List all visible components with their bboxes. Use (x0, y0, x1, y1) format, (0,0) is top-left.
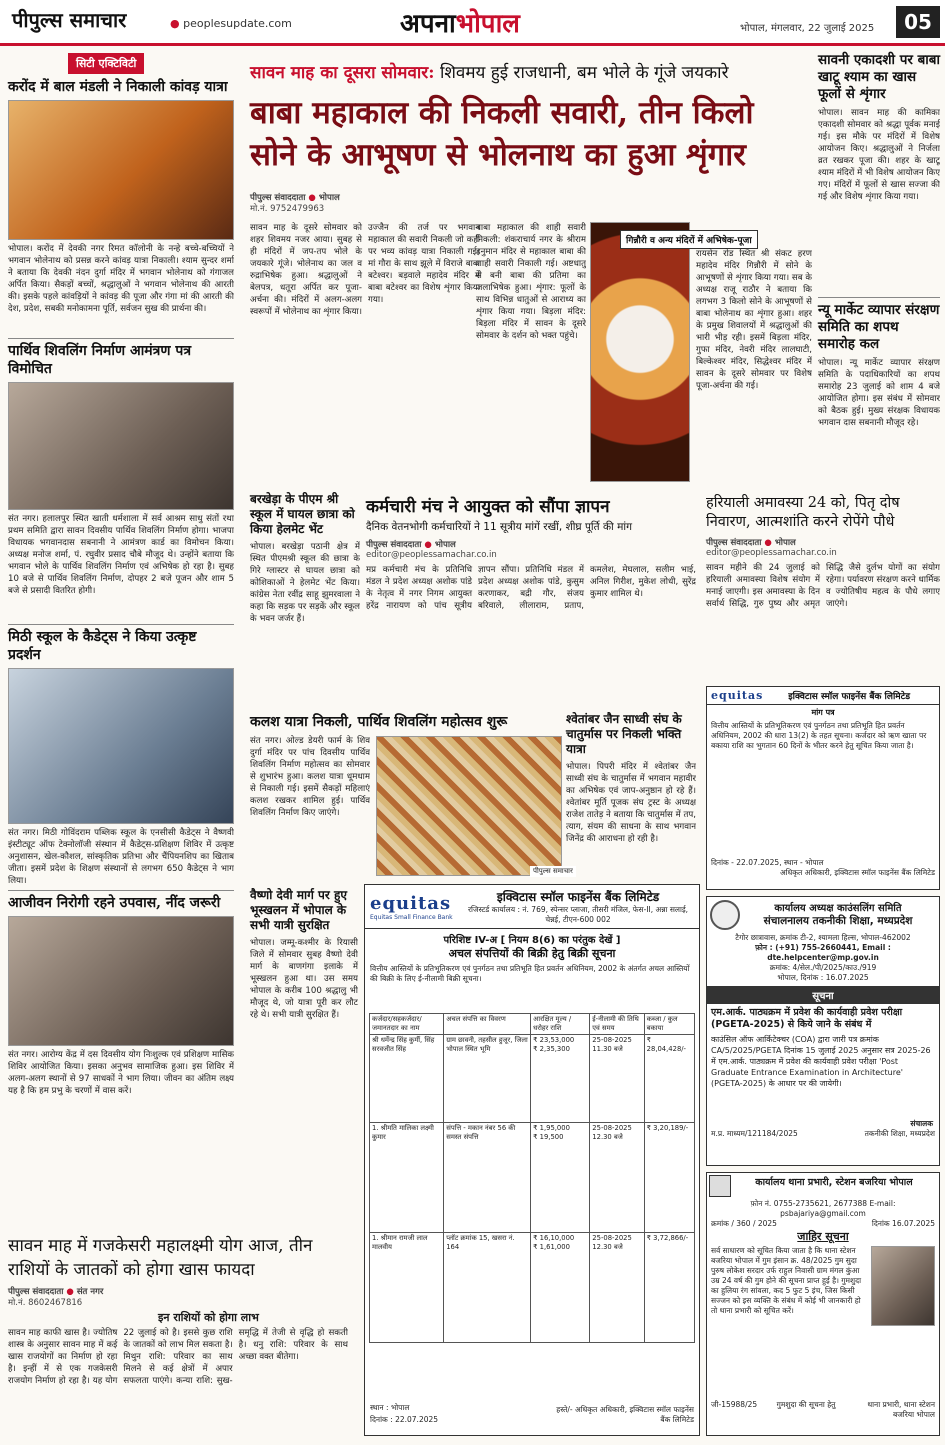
story-body: भोपाल। सावन माह की कामिका एकादशी सोमवार को श्रद्धा पूर्वक मनाई गई। इस मौके पर मंदिरों में विशेष आयोजन किए। श्रद्धालुओं ने निर्जला व्रत रखकर पूजा की। शहर के खाटू श्याम मंदिरों में भी विशेष आयोजन किए गए। मंदिरों में फूलों से खास सज्जा की गई और विशेष शृंगार किया गया। (818, 108, 940, 202)
ad-sign: अधिकृत अधिकारी, इक्विटास स्मॉल फाइनेंस बैंक लिमिटेड (779, 868, 935, 877)
ad-section: परिशिष्ट IV-अ [ नियम 8(6) का परंतुक देखें ] (443, 935, 621, 946)
email[interactable]: editor@peoplessamachar.co.in (366, 550, 497, 560)
byline: पीपुल्स संवाददाता ● भोपाल (706, 538, 796, 548)
story-body: भोपाल। न्यू मार्केट व्यापार संरक्षण समिति के पदाधिकारियों का शपथ समारोह 23 जुलाई को शाम 4 बजे आयोजित होगा। इस संबंध में सोमवार को बैठक हुई। मुख्य संरक्षक विधायक भगवान दास सबनानी मौजूद रहे। (818, 358, 940, 428)
story-body-column: रायसेन रोड स्थित श्री संकट हरण महादेव मंदिर गिन्नौरी में सोने के आभूषणों से शृंगार किया गया। सब के अध्यक्ष राजू राठौर ने बताया कि लगभग 3 किलो सोने के आभूषणों से बाबा भोलेनाथ का शृंगार हुआ। शहर के प्रमुख शिवालयों में श्रद्धालुओं की भारी भीड़ रही। इसमें बिड़ला मंदिर, गुफा मंदिर, नेवरी मंदिर लालघाटी, बिल्केश्वर मंदिर, सिद्धेश्वर मंदिर में सावन के दूसरे सोमवार पर विशेष पूजा-अर्चना की गई। (696, 249, 812, 391)
story-headline: सावनी एकादशी पर बाबा खाटू श्याम का खास फूलों से शृंगार (818, 52, 940, 102)
equitas-logo: equitas (711, 689, 764, 702)
right-column (818, 52, 940, 477)
story-headline: कलश यात्रा निकली, पार्थिव शिवलिंग महोत्सव शुरू (250, 714, 508, 730)
ad-notice-title: सूचना (707, 986, 939, 1004)
mobile-number: मो.नं. 9752479963 (250, 204, 325, 214)
ad-heading: एम.आर्क. पाठ्यक्रम में प्रवेश की कार्यवाही प्रवेश परीक्षा (PGETA-2025) से किये जाने के संबंध में (711, 1007, 903, 1030)
byline: पीपुल्स संवाददाता ● भोपाल (250, 193, 340, 203)
equitas-tagline: Equitas Small Finance Bank (370, 913, 453, 921)
ad-title: इक्विटास स्मॉल फाइनेंस बैंक लिमिटेड (496, 890, 660, 904)
table-row: 1. श्रीमति मालिका लक्ष्मी कुमार संपत्ति - मकान नंबर 56 की समस्त संपत्ति ₹ 1,95,000 ₹ 19,500 25-08-2025 12.30 बजे ₹ 3,20,189/- (370, 1123, 695, 1233)
equitas-logo: equitas (370, 892, 452, 914)
hariyali-story (706, 494, 940, 648)
story-body: सावन माह के दूसरे सोमवार को शहर शिवमय नजर आया। सुबह से ही मंदिरों में जप-तप भोले के जयकारे गूंजे। भोलेनाथ का जल व रुद्राभिषेक हुआ। श्रद्धालुओं ने बेलपत्र, धतूरा अर्पित कर पूजा-अर्चना की। मंदिरों में अलग-अलग स्वरूपों में भोलेनाथ का शृंगार किया। उज्जैन की तर्ज पर भगवान महाकाल की सवारी निकली जो कहीं पर भव्य कांवड़ यात्रा निकाली गई। मां गौरा के साथ झूले में विराजे बाबा बटेश्वर। बड़वाले महादेव मंदिर में बाबा बटेश्वर का विशेष शृंगार किया गया। (250, 223, 480, 317)
story-body: सावन माह काफी खास है। ज्योतिष शास्त्र के अनुसार सावन माह में कई खास राजयोगों का निर्माण हो रहा है। इन्हीं में से एक गजकेसरी राजयोग निर्माण हो रहा है। यह योग 22 जुलाई को है। इससे कुछ राशि के जातकों को लाभ मिल सकता है। मिथुन राशि: परिवार का साथ मिलने से कई क्षेत्रों में अपार सफलता पाएंगे। कन्या राशि: सुख-समृद्धि में तेजी से वृद्धि हो सकती है। धनु राशि: परिवार के साथ अच्छा वक्त बीतेगा। (8, 1328, 348, 1386)
ad-body: काउंसिल ऑफ आर्किटेक्चर (COA) द्वारा जारी पत्र क्रमांक CA/5/2025/PGETA दिनांक 15 जुलाई 2025 अनुसार सत्र 2025-26 में एम.आर्क. पाठ्यक्रम में प्रवेश की कार्यवाही प्रवेश परीक्षा 'Post Graduate Entrance Examination in Architecture' (PGETA-2025) के आधार पर की जायेगी। (711, 1035, 931, 1088)
table-header: अचल संपत्ति का विवरण (444, 1014, 531, 1035)
ad-intro: वित्तीय आस्तियों के प्रतिभूतिकरण एवं पुनर्गठन तथा प्रतिभूति हित प्रवर्तन अधिनियम, 2002 के अंतर्गत अचल आस्तियों की बिक्री के लिए ई-नीलामी बिक्री सूचना। (370, 964, 690, 983)
story-body: भोपाल। जम्मू-कश्मीर के रियासी जिले में सोमवार सुबह वैष्णो देवी मार्ग के बाणगंगा इलाके में भूस्खलन हुआ था। उस समय भोपाल के करीब 100 श्रद्धालु भी मौजूद थे, जो यात्रा पूरी कर लौट रहे थे। सभी यात्री सुरक्षित हैं। (250, 938, 358, 1020)
photo-kanwad-yatra (8, 100, 234, 240)
story-headline: सावन माह में गजकेसरी महालक्ष्मी योग आज, तीन राशियों के जातकों को होगा खास फायदा (8, 1236, 313, 1280)
story-headline: पार्थिव शिवलिंग निर्माण आमंत्रण पत्र विमोचित (8, 343, 192, 377)
ad-footer-dept: तकनीकी शिक्षा, मध्यप्रदेश (864, 1129, 935, 1138)
ad-sign: हस्ते/- अधिकृत अधिकारी, इक्विटास स्मॉल फाइनेंस बैंक लिमिटेड (556, 1405, 694, 1424)
story-headline: न्यू मार्केट व्यापार संरक्षण समिति का शपथ समारोह कल (818, 302, 940, 352)
ad-sign: संचालक (910, 1119, 933, 1128)
section-title: अपनाभोपाल (400, 9, 520, 39)
section-tag: सिटी एक्टिविटी (68, 53, 144, 74)
helmet-story (250, 492, 360, 691)
brand-logo: पीपुल्स समाचार (12, 8, 127, 32)
photo-bhole-nath-shringar (590, 222, 690, 482)
ad-address: रजिस्टर्ड कार्यालय : नं. 769, स्पेन्सर प्लाजा, तीसरी मंजिल, फेस-II, अन्ना सलाई, चेन्नई, टीएन-600 002 (467, 905, 689, 924)
subheading: इन राशियों को होगा लाभ (158, 1311, 259, 1324)
ad-notice-title: जाहिर सूचना (797, 1230, 849, 1243)
dateline: भोपाल, मंगलवार, 22 जुलाई 2025 (740, 23, 875, 34)
masthead (0, 0, 945, 46)
story-body: मप्र कर्मचारी मंच के प्रतिनिधि मंडल ने प्रदेश अध्यक्ष अशोक पांडे के नेतृत्व में नगर निगम आयुक्त हरेंद्र नारायण को पांच सूत्रीय ज्ञापन सौंपा। प्रतिनिधि मंडल में प्रदेश अध्यक्ष अशोक पांडे, कुसुम करणाकर, बद्री गौर, संजय बरिवाले, लीलाराम, प्रताप, कमलेश, मेघलाल, सलीम भाई, अनिल गिरीश, मुकेश लोधी, सुरेंद्र कुमार शामिल थे। (366, 565, 696, 611)
ad-address: टैगोर छात्रावास, क्रमांक टी-2, श्यामला हिल्स, भोपाल-462002 (735, 933, 911, 942)
ad-ref: क्रमांक: 4/सेल./पी/2025/काउ./919 (769, 963, 877, 972)
table-header: ई-नीलामी की तिथि एवं समय (590, 1014, 644, 1035)
left-column (8, 52, 234, 1109)
table-header: आरक्षित मूल्य / धरोहर राशि (531, 1014, 590, 1035)
photo-kalash-yatra (376, 736, 562, 876)
counseling-notice (706, 896, 940, 1166)
table-header: कब्जा / कुल बकाया (644, 1014, 694, 1035)
ad-place: स्थान : भोपाल (370, 1403, 410, 1412)
astrology-story (8, 1234, 348, 1445)
story-headline: हरियाली अमावस्या 24 को, पितृ दोष निवारण, आत्मशांति करने रोपेंगे पौधे (706, 495, 900, 530)
story-body-column: बाबा महाकाल की शाही सवारी निकली: शंकराचार्य नगर के श्रीराम हनुमान मंदिर से महाकाल बाबा की शाही सवारी निकाली गई। अष्टधातु से बनी बाबा की प्रतिमा का जलाभिषेक हुआ। शृंगार: फूलों के साथ विभिन्न धातुओं से आराध्य का शृंगार किया गया। बिड़ला मंदिर: बिड़ला मंदिर में सावन के दूसरे सोमवार के दर्शन को भक्त पहुंचे। (476, 223, 586, 341)
ad-body: वित्तीय आस्तियों के प्रतिभूतिकरण एवं पुनर्गठन तथा प्रतिभूति हित प्रवर्तन अधिनियम, 2002 की धारा 13(2) के तहत सूचना। कर्जदार को ऋण खाता पर बकाया राशि का भुगतान 60 दिनों के भीतर करने हेतु सूचित किया जाता है। (711, 721, 927, 750)
ad-date: दिनांक 16.07.2025 (871, 1219, 935, 1228)
story-headline: कर्मचारी मंच ने आयुक्त को सौंपा ज्ञापन (366, 497, 610, 517)
photo-ncc-cadets (8, 668, 234, 824)
ad-org: कार्यालय अध्यक्ष काउंसलिंग समिति (774, 903, 902, 914)
ad-footer-ref: जी-15988/25 (711, 1400, 758, 1409)
story-body: संत नगर। हलालपुर स्थित खाती धर्मशाला में सर्व आश्रम साधु संतों रथा प्रथम समिति द्वारा सावन दिवसीय पार्थिव शिवलिंग निर्माण होगा। भाजपा विधायक भगवानदास सबनानी ने आमंत्रण कार्ड का विमोचन किया। अध्यक्ष मनोज शर्मा, पं. रघुवीर प्रसाद चौबे मौजूद थे। उन्होंने बताया कि भगवान भोले के पार्थिव शिवलिंग निर्माण एवं अभिषेक हो रहा है। सुबह 10 बजे से पार्थिव शिवलिंग निर्माण, दोपहर 2 बजे पूजन और शाम 5 बजे से प्रसादी वितरित होगी। (8, 514, 234, 596)
ad-subtitle: मांग पत्र (811, 708, 835, 717)
ad-date: दिनांक - 22.07.2025, स्थान - भोपाल (711, 858, 824, 867)
police-emblem-icon (709, 1175, 731, 1197)
ad-title: इक्विटास स्मॉल फाइनेंस बैंक लिमिटेड (788, 692, 911, 702)
table-row: 1. श्रीमान रामजी लाल मालवीय प्लॉट क्रमांक 15, खसरा नं. 164 ₹ 16,10,000 ₹ 1,61,000 25-08-2025 12.30 बजे ₹ 3,72,866/- (370, 1233, 695, 1343)
story-headline: मिठी स्कूल के कैडेट्स ने किया उत्कृष्ट प्रदर्शन (8, 629, 197, 663)
ad-phone: फ़ोन : (+91) 755-2660441, Email : dte.helpcenter@mp.gov.in (755, 943, 891, 962)
equitas-demand-notice (706, 686, 940, 890)
byline: पीपुल्स संवाददाता ● संत नगर (8, 1287, 104, 1297)
table-row: श्री धर्मेन्द्र सिंह कुर्मी, सिंह सरवजीत सिंह ग्राम छावनी, तहसील हुजूर, जिला भोपाल स्थित भूमि ₹ 23,53,000 ₹ 2,35,300 25-08-2025 11.30 बजे ₹ 28,04,428/- (370, 1035, 695, 1123)
email[interactable]: editor@peoplessamachar.co.in (706, 548, 837, 558)
table-header-row (370, 1014, 695, 1035)
missing-person-photo (871, 1246, 935, 1326)
photo-invitation-release (8, 382, 234, 510)
story-headline: करोंद में बाल मंडली ने निकाली कांवड़ यात्रा (8, 79, 228, 95)
story-body: सावन महीने की 24 जुलाई को हरियाली अमावस्या विशेष संयोग में मनाई जाएगी। इस अमावस्या के दिन सर्वार्थ सिद्धि, गुरु पुष्य और अमृत सिद्धि जैसे दुर्लभ योगों का संयोग रहेगा। पर्यावरण संरक्षण करने धार्मिक व ज्योतिषीय महत्व के पौधे लगाए जाएंगे। (706, 563, 940, 609)
ad-heading: अचल संपत्तियों की बिक्री हेतु बिक्री सूचना (448, 947, 616, 960)
story-body: भोपाल। बरखेड़ा पठानी क्षेत्र में स्थित पीएमश्री स्कूल की छात्रा के गिरे ग्लास्टर से घायल छात्रा को कोशिकाओं ने हेलमेट भेंट किया। कांग्रेस नेता रवींद्र साहू झुमरवाला ने कहा कि सड़क पर सड़कें और स्कूल के भवन जर्जर हैं। (250, 542, 360, 624)
lead-kicker: सावन माह का दूसरा सोमवार: शिवमय हुई राजधानी, बम भोले के गूंजे जयकारे (250, 63, 729, 83)
ad-sign: थाना प्रभारी, थाना स्टेशन बजरिया भोपाल (867, 1400, 935, 1419)
ad-org: कार्यालय थाना प्रभारी, स्टेशन बजरिया भोपाल (755, 1177, 913, 1188)
ad-footer-ref: म.प्र. माध्यम/121184/2025 (711, 1129, 798, 1138)
story-headline: श्वेतांबर जैन साध्वी संघ के चातुर्मास पर निकली भक्ति यात्रा (566, 712, 682, 756)
auction-table (369, 1013, 695, 1343)
story-subheadline: दैनिक वेतनभोगी कर्मचारियों ने 11 सूत्रीय मांगें रखीं, शीघ्र पूर्ति की मांग (366, 521, 633, 533)
ad-dept: संचालनालय तकनीकी शिक्षा, मध्यप्रदेश (763, 915, 913, 927)
lead-byline-block (250, 192, 480, 490)
website-url[interactable]: ● peoplesupdate.com (170, 17, 292, 30)
lead-headline: बाबा महाकाल की निकली सवारी, तीन किलो सोने के आभूषण से भोलनाथ का हुआ शृंगार (250, 95, 754, 173)
story-headline: आजीवन निरोगी रहने उपवास, नींद जरूरी (8, 895, 221, 911)
ad-date: भोपाल, दिनांक : 16.07.2025 (777, 973, 869, 982)
ad-body: सर्व साधारण को सूचित किया जाता है कि थाना स्टेशन बजरिया भोपाल में गुम इंसान क्र. 48/2025 गुम सुदा पुरुष लोकेश सरदार उर्फ राहुल निवासी ग्राम मंगल कुंआ उम्र 24 वर्ष की गुम होने की सूचना प्राप्त हुई है। गुमशुदा का हुलिया रंग सांवला, कद 5 फुट 5 इंच, जिस किसी सज्जन को इस व्यक्ति के संबंध में कोई भी जानकारी हो तो थाना प्रभारी को सूचित करें। (711, 1246, 862, 1315)
ad-ref: क्रमांक / 360 / 2025 (711, 1219, 777, 1228)
page-number: 05 (896, 6, 940, 38)
police-notice (706, 1172, 940, 1436)
jain-story (566, 712, 696, 891)
byline: पीपुल्स संवाददाता ● भोपाल (366, 540, 456, 550)
ad-date: दिनांक : 22.07.2025 (370, 1415, 439, 1424)
story-headline: वैष्णो देवी मार्ग पर हुए भूस्खलन में भोपाल के सभी यात्री सुरक्षित (250, 888, 347, 932)
photo-inset-label: गिन्नौरी व अन्य मंदिरों में अभिषेक-पूजा (620, 230, 758, 249)
photo-yoga-camp (8, 916, 234, 1046)
employee-memo-story (366, 494, 696, 660)
mp-govt-emblem-icon (710, 900, 740, 930)
story-body: संत नगर। ओल्ड डेयरी फार्म के शिव दुर्गा मंदिर पर पांच दिवसीय पार्थिव शिवलिंग निर्माण महोत्सव का सोमवार से शुभारंभ हुआ। कलश यात्रा धूमधाम से निकाली गई। इसमें सैकड़ों महिलाएं कलश रखकर शामिल हुई। पार्थिव शिवलिंग निर्माण किए जाएंगे। (250, 736, 370, 818)
story-body: संत नगर। मिठी गोविंदराम पब्लिक स्कूल के एनसीसी कैडेट्स ने वैष्णवी इंस्टीट्यूट ऑफ टेक्नोलॉजी संस्थान में कैडेट्स-प्रशिक्षण शिविर में उत्कृष्ट अनुशासन, खेल-कौशल, सांस्कृतिक प्रतिभा और चैंपियनशिप का खिताब जीता। इसमें प्रदेश के शिक्षण संस्थानों से लगभग 650 कैडेट्स ने भाग लिया। (8, 828, 234, 886)
table-header: कर्जदार/सहकर्जदार/जमानतदार का नाम (370, 1014, 444, 1035)
equitas-auction-notice (364, 884, 700, 1436)
ad-footer-note: गुमशुदा की सूचना हेतु (776, 1400, 836, 1409)
story-body: संत नगर। आरोग्य केंद्र में दस दिवसीय योग निःशुल्क एवं प्रशिक्षण मासिक शिविर आयोजित किया। इसका अनुभव सामाजिक हुआ। इस शिविर में अलग-अलग स्थानों से 97 साधकों ने भाग लिया। जीवन का अंतिम लक्ष्य यह है कि हम प्रभु के चरणों में वास करें। (8, 1050, 234, 1096)
story-body: भोपाल। पिपरी मंदिर में श्वेतांबर जैन साध्वी संघ के चातुर्मास में भगवान महावीर का अभिषेक एवं जाप-अनुष्ठान हो रहे हैं। श्वेतांबर मूर्ति पूजक संघ ट्रस्ट के अध्यक्ष राजेश तातेड़ ने बताया कि चातुर्मास में तप, त्याग, संयम की साधना के साथ भगवान जिनेंद्र की आराधना हो रही है। (566, 762, 696, 844)
story-headline: बरखेड़ा के पीएम श्री स्कूल में घायल छात्रा को किया हेलमेट भेंट (250, 492, 355, 536)
story-body: भोपाल। करोंद में देवकी नगर रिमत कॉलोनी के नन्हे बच्चे-बच्चियों ने भगवान भोलेनाथ को प्रसन्न करने कांवड़ यात्रा निकाली। श्याम सुन्दर शर्मा ने बताया कि देवकी नंदन दुर्गा मंदिर में भगवान भोलेनाथ को गंगाजल अर्पित किया। सैकड़ों बच्चों, श्रद्धालुओं ने भगवान भोलेनाथ की आरती की। इसके पहले कांवड़ियों ने कांवड़ की पूजा और गंगा मां की आरती की देश, प्रदेश, सबकी मनोकामना पूर्ति, सर्वजन सुख की प्रार्थना की। (8, 244, 234, 314)
mobile-number: मो.नं. 8602467816 (8, 1298, 83, 1308)
ad-phone: फ़ोन नं. 0755-2735621, 2677388 E-mail: psbajariya@gmail.com (750, 1199, 896, 1218)
vaishno-devi-story (250, 888, 358, 1227)
photo-credit: पीपुल्स समाचार (530, 866, 576, 877)
